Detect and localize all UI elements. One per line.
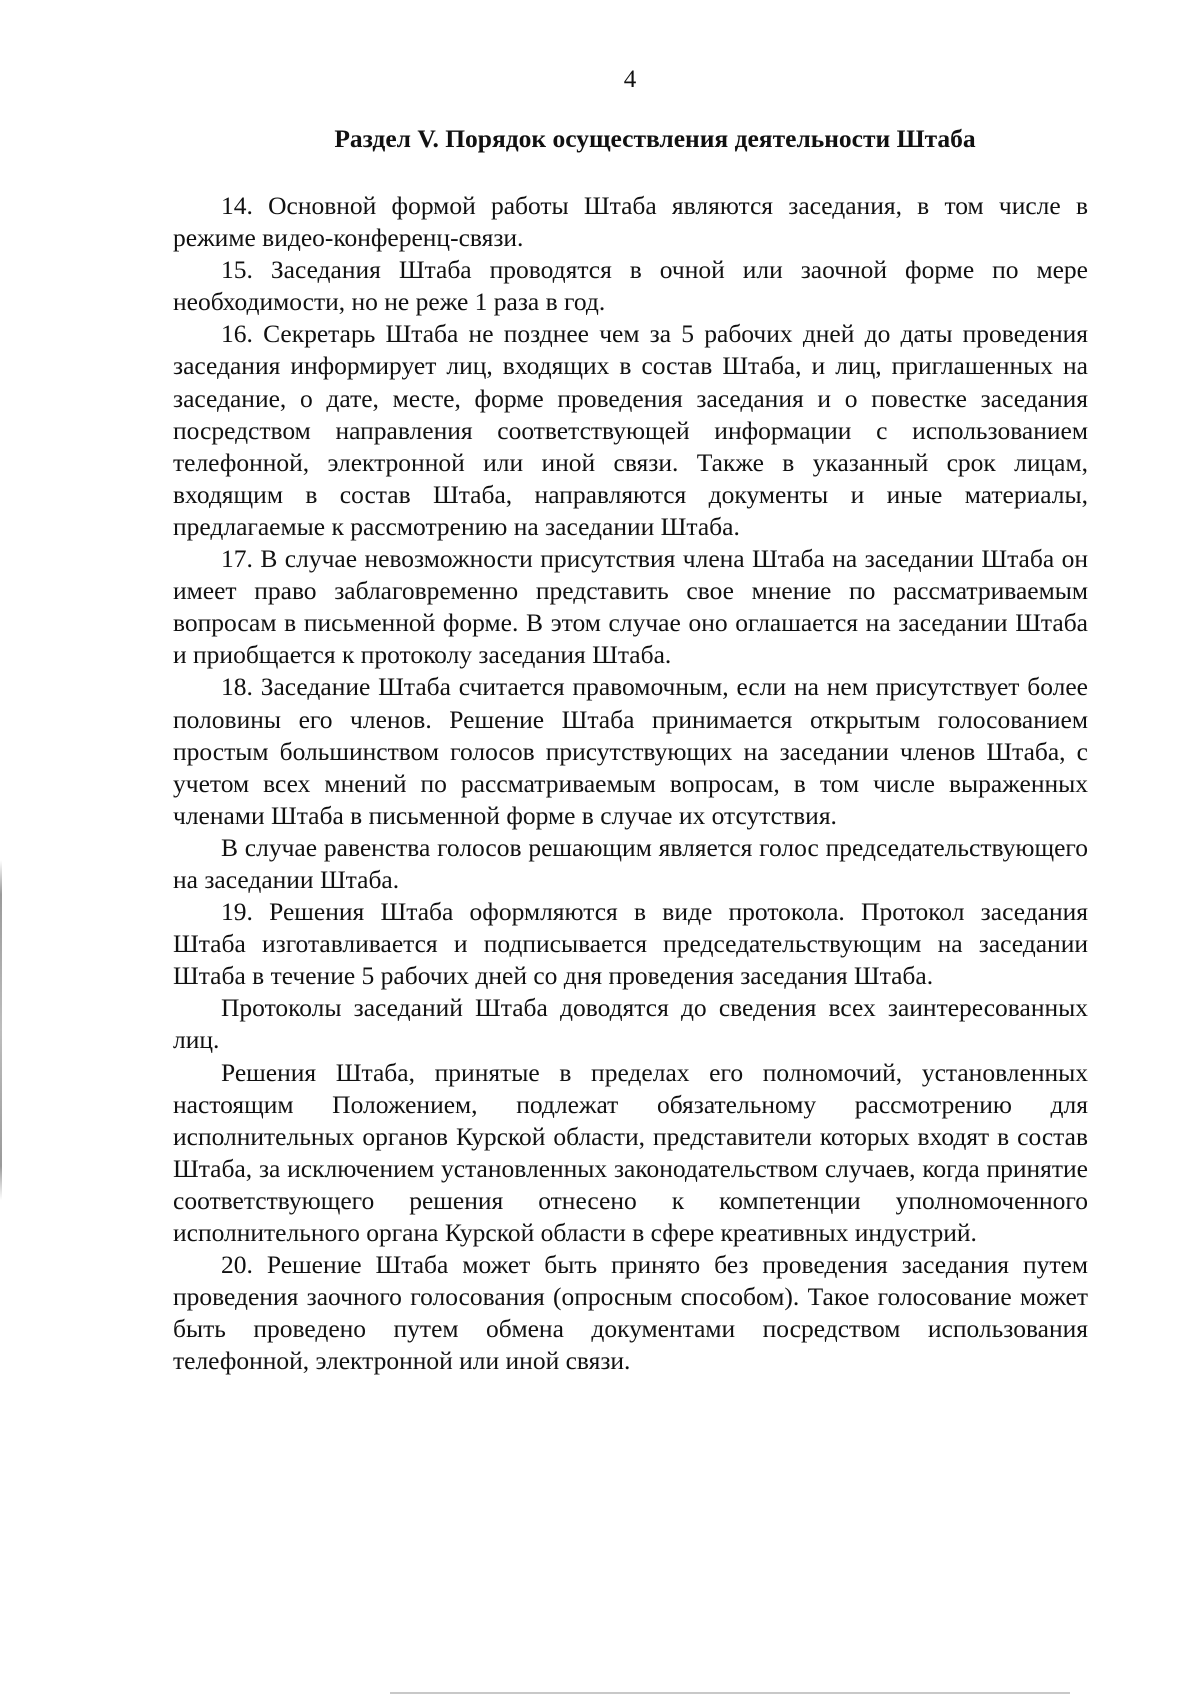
document-body [173, 190, 1088, 1377]
paragraph-19: 19. Решения Штаба оформляются в виде протокола. Протокол заседания Штаба изготавливается и подписывается председательствующим на заседании Штаба в течение 5 рабочих дней со дня проведения заседания Штаба. [173, 897, 1088, 991]
paragraph-17: 17. В случае невозможности присутствия члена Штаба на заседании Штаба он имеет право заблаговременно представить свое мнение по рассматриваемым вопросам в письменной форме. В этом случае оно оглашается на заседании Штаба и приобщается к протоколу заседания Штаба. [173, 544, 1088, 670]
paragraph-20: 20. Решение Штаба может быть принято без проведения заседания путем проведения заочного голосования (опросным способом). Такое голосование может быть проведено путем обмена документами посредством использования телефонной, электронной или иной связи. [173, 1250, 1088, 1376]
paragraph-18-tie-vote: В случае равенства голосов решающим является голос председательствующего на заседании Штаба. [173, 832, 1088, 894]
paragraph-19-distribution: Протоколы заседаний Штаба доводятся до сведения всех заинтересованных лиц. [173, 993, 1088, 1055]
paragraph-15: 15. Заседания Штаба проводятся в очной или заочной форме по мере необходимости, но не реже 1 раза в год. [173, 255, 1088, 317]
paragraph-19-binding: Решения Штаба, принятые в пределах его полномочий, установленных настоящим Положением, подлежат обязательному рассмотрению для исполнительных органов Курской области, представители которых входят в состав Штаба, за исключением установленных законодательством случаев, когда принятие соответствующего решения отнесено к компетенции уполномоченного исполнительного органа Курской области в сфере креативных индустрий. [173, 1057, 1088, 1247]
paragraph-16: 16. Секретарь Штаба не позднее чем за 5 рабочих дней до даты проведения заседания информирует лиц, входящих в состав Штаба, и лиц, приглашенных на заседание, о дате, месте, форме проведения заседания и о повестке заседания посредством направления соответствующей информации с использованием телефонной, электронной или иной связи. Также в указанный срок лицам, входящим в состав Штаба, направляются документы и иные материалы, предлагаемые к рассмотрению на заседании Штаба. [173, 319, 1088, 541]
section-title: Раздел V. Порядок осуществления деятельности Штаба [334, 124, 976, 153]
page-number: 4 [623, 66, 637, 93]
paragraph-18: 18. Заседание Штаба считается правомочным, если на нем присутствует более половины его членов. Решение Штаба принимается открытым голосованием простым большинством голосов присутствующих на заседании членов Штаба, с учетом всех мнений по рассматриваемым вопросам, в том числе выраженных членами Штаба в письменной форме в случае их отсутствия. [173, 672, 1088, 830]
scan-edge-left [0, 860, 2, 1200]
scan-edge-bottom [390, 1692, 1070, 1694]
paragraph-14: 14. Основной формой работы Штаба являются заседания, в том числе в режиме видео-конференц-связи. [173, 191, 1088, 253]
